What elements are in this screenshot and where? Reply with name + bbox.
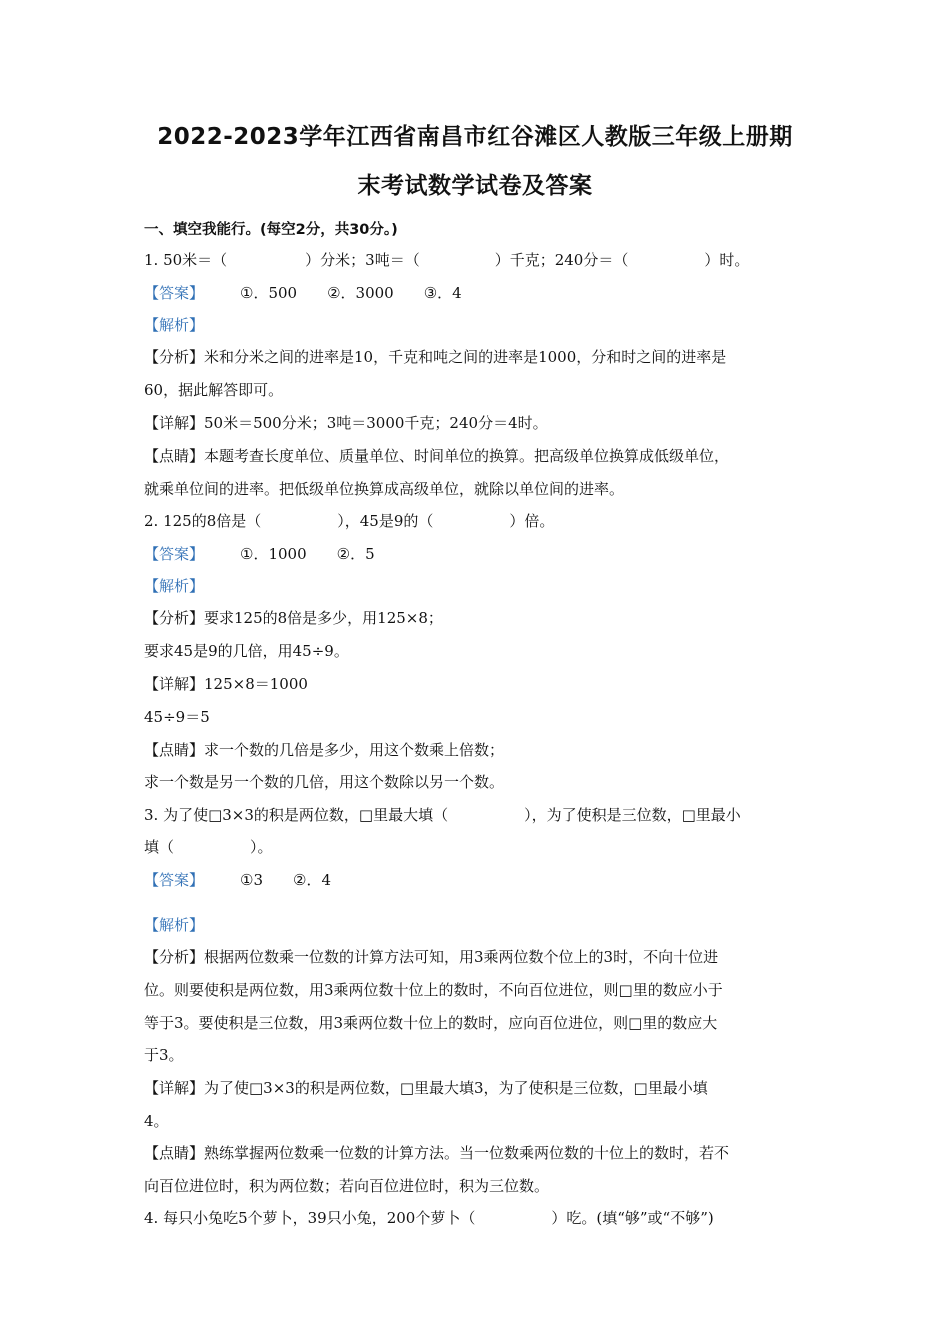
q3-dianjing-line: 【点睛】熟练掌握两位数乘一位数的计算方法。当一位数乘两位数的十位上的数时，若不 — [144, 1144, 730, 1162]
answer-value: ①3 — [240, 871, 264, 889]
analysis-tag: 【解析】 — [144, 577, 205, 595]
question-1-stem — [144, 249, 749, 270]
document-title-line-1: 2022-2023学年江西省南昌市红谷滩区人教版三年级上册期 — [157, 124, 793, 150]
answer-value: ①．500 — [240, 284, 298, 302]
q1-fenxi-line: 【分析】米和分米之间的进率是10，千克和吨之间的进率是1000，分和时之间的进率是 — [144, 348, 727, 366]
q2-stem-part: ）倍。 — [509, 512, 555, 530]
section-heading: 一、填空我能行。(每空2分，共30分。) — [144, 222, 398, 238]
question-2-answer — [144, 543, 375, 564]
q3-stem-part: ）。 — [250, 838, 273, 856]
q2-xiangjie-line: 【详解】125×8＝1000 — [144, 675, 308, 693]
q1-dianjing-line: 【点睛】本题考查长度单位、质量单位、时间单位的换算。把高级单位换算成低级单位， — [144, 447, 730, 465]
question-2-stem — [144, 510, 554, 531]
q1-stem-part: ）千克；240分＝（ — [494, 251, 629, 269]
question-4-stem — [144, 1207, 714, 1228]
q1-stem-part: ）分米；3吨＝（ — [305, 251, 420, 269]
document-title-line-2: 末考试数学试卷及答案 — [357, 173, 593, 199]
q2-stem-part: ），45是9的（ — [337, 512, 434, 530]
answer-tag: 【答案】 — [144, 284, 205, 302]
q4-stem-part: 4. 每只小兔吃5个萝卜，39只小兔，200个萝卜（ — [144, 1209, 476, 1227]
q3-dianjing-line: 向百位进位时，积为两位数；若向百位进位时，积为三位数。 — [144, 1177, 550, 1195]
answer-value: ②．5 — [336, 545, 375, 563]
q3-fenxi-line: 于3。 — [144, 1046, 184, 1064]
question-3-answer — [144, 869, 331, 890]
q3-fenxi-line: 位。则要使积是两位数，用3乘两位数十位上的数时，不向百位进位，则□里的数应小于 — [144, 981, 723, 999]
q3-fenxi-line: 等于3。要使积是三位数，用3乘两位数十位上的数时，应向百位进位，则□里的数应大 — [144, 1014, 718, 1032]
answer-value: ②．4 — [293, 871, 332, 889]
q3-xiangjie-line: 4。 — [144, 1112, 169, 1130]
q1-dianjing-line: 就乘单位间的进率。把低级单位换算成高级单位，就除以单位间的进率。 — [144, 480, 625, 498]
q2-xiangjie-line: 45÷9＝5 — [144, 708, 210, 726]
q3-fenxi-line: 【分析】根据两位数乘一位数的计算方法可知，用3乘两位数个位上的3时，不向十位进 — [144, 948, 719, 966]
q2-fenxi-line: 要求45是9的几倍，用45÷9。 — [144, 642, 349, 660]
q3-xiangjie-line: 【详解】为了使□3×3的积是两位数，□里最大填3，为了使积是三位数，□里最小填 — [144, 1079, 708, 1097]
q3-stem-part: 填（ — [144, 838, 175, 856]
q2-stem-part: 2. 125的8倍是（ — [144, 512, 262, 530]
answer-value: ①．1000 — [240, 545, 307, 563]
q4-stem-part: ）吃。(填“够”或“不够”) — [551, 1209, 714, 1227]
analysis-tag: 【解析】 — [144, 916, 205, 934]
q1-stem-part: 1. 50米＝（ — [144, 251, 228, 269]
question-3-stem-cont — [144, 836, 273, 857]
question-1-answer — [144, 282, 462, 303]
q1-fenxi-line: 60，据此解答即可。 — [144, 381, 284, 399]
q3-stem-part: ），为了使积是三位数，□里最小 — [524, 806, 741, 824]
q3-stem-part: 3. 为了使□3×3的积是两位数，□里最大填（ — [144, 806, 449, 824]
q2-fenxi-line: 【分析】要求125的8倍是多少，用125×8； — [144, 609, 443, 627]
q1-xiangjie-line: 【详解】50米＝500分米；3吨＝3000千克；240分＝4时。 — [144, 414, 548, 432]
answer-tag: 【答案】 — [144, 871, 205, 889]
q2-dianjing-line: 【点睛】求一个数的几倍是多少，用这个数乘上倍数； — [144, 741, 505, 759]
q2-dianjing-line: 求一个数是另一个数的几倍，用这个数除以另一个数。 — [144, 773, 505, 791]
answer-tag: 【答案】 — [144, 545, 205, 563]
q1-stem-part: ）时。 — [704, 251, 750, 269]
answer-value: ②．3000 — [327, 284, 394, 302]
question-3-stem — [144, 804, 741, 825]
answer-value: ③．4 — [423, 284, 462, 302]
analysis-tag: 【解析】 — [144, 316, 205, 334]
